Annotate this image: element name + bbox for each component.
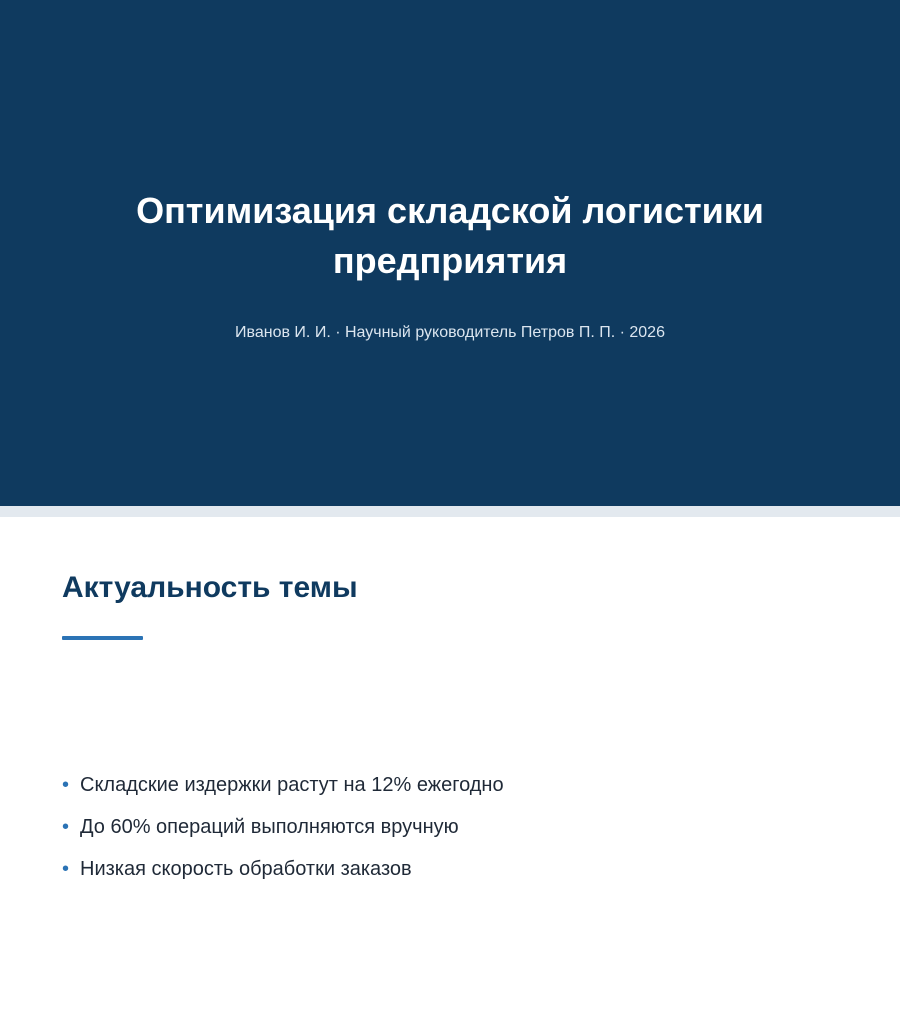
bullet-dot-icon: •: [62, 774, 70, 796]
bullet-item: [62, 855, 504, 883]
bullet-list: [62, 771, 504, 897]
author-byline: Иванов И. И. · Научный руководитель Петров П. П. · 2026: [235, 324, 665, 341]
bullet-text: До 60% операций выполняются вручную: [80, 816, 459, 838]
content-slide: [0, 517, 900, 1023]
presentation-title: Оптимизация складской логистики предприятия: [136, 190, 764, 281]
bullet-text: Низкая скорость обработки заказов: [80, 858, 412, 880]
bullet-dot-icon: •: [62, 816, 70, 838]
bullet-dot-icon: •: [62, 858, 70, 880]
slide-separator: [0, 506, 900, 517]
slide-heading: Актуальность темы: [62, 571, 358, 604]
bullet-text: Складские издержки растут на 12% ежегодно: [80, 774, 504, 796]
heading-accent-rule: [62, 636, 143, 640]
title-slide: [0, 0, 900, 506]
bullet-item: [62, 813, 504, 841]
bullet-item: [62, 771, 504, 799]
